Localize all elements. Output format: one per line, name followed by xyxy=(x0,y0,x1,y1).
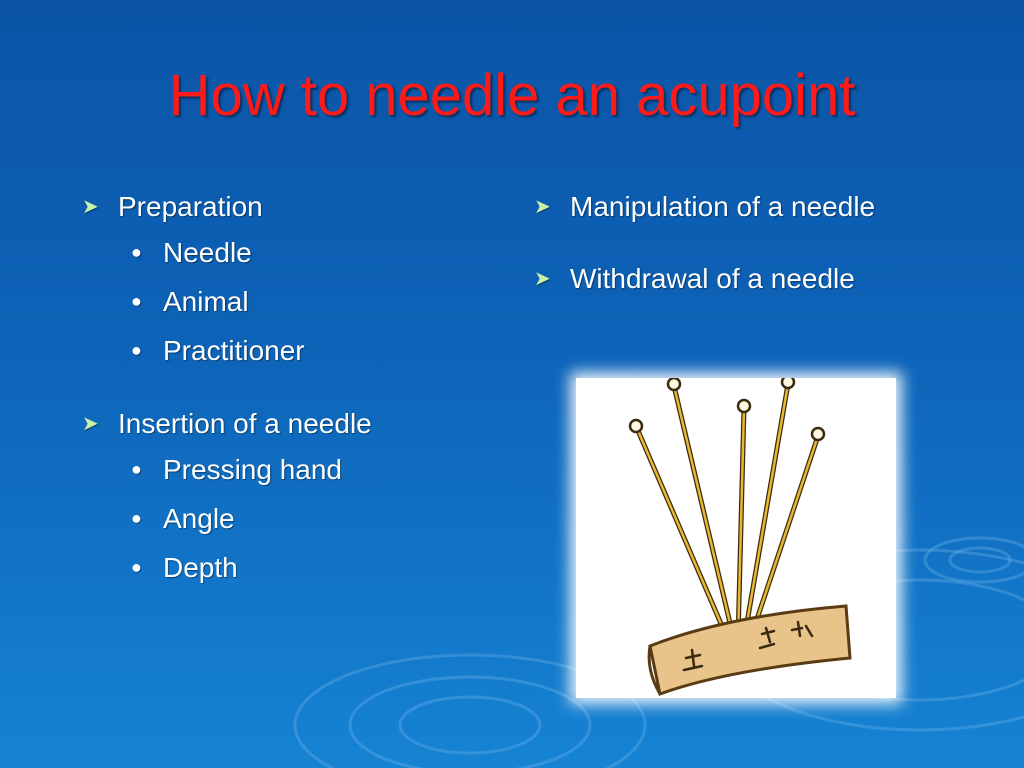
bullet-withdrawal xyxy=(532,258,875,300)
acupuncture-needles-icon xyxy=(576,378,896,698)
sub-bullet-label: Needle xyxy=(163,237,252,268)
sub-bullet-label: Depth xyxy=(163,552,238,583)
sub-bullet-angle xyxy=(80,494,372,543)
bullet-manipulation xyxy=(532,186,875,228)
arrow-bullet-icon: ➤ xyxy=(82,413,99,435)
bullet-insertion xyxy=(80,403,372,445)
sub-bullet-practitioner xyxy=(80,326,372,375)
arrow-bullet-icon: ➤ xyxy=(82,196,99,218)
acupuncture-image xyxy=(576,378,896,698)
sub-bullet-animal xyxy=(80,277,372,326)
left-bullet-list xyxy=(80,186,372,592)
dot-bullet-icon: ● xyxy=(131,459,142,479)
dot-bullet-icon: ● xyxy=(131,557,142,577)
bullet-label: Preparation xyxy=(118,191,263,222)
sub-bullet-label: Animal xyxy=(163,286,249,317)
sub-bullet-label: Practitioner xyxy=(163,335,305,366)
sub-bullet-label: Angle xyxy=(163,503,235,534)
bullet-label: Manipulation of a needle xyxy=(570,191,876,222)
sub-bullet-pressing-hand xyxy=(80,445,372,494)
sub-bullet-needle xyxy=(80,228,372,277)
dot-bullet-icon: ● xyxy=(131,340,142,360)
sub-bullet-depth xyxy=(80,543,372,592)
bullet-preparation xyxy=(80,186,372,228)
bullet-label: Insertion of a needle xyxy=(118,408,372,439)
dot-bullet-icon: ● xyxy=(131,242,142,262)
arrow-bullet-icon: ➤ xyxy=(534,196,551,218)
slide-title: How to needle an acupoint xyxy=(168,63,856,128)
dot-bullet-icon: ● xyxy=(131,291,142,311)
dot-bullet-icon: ● xyxy=(131,508,142,528)
bullet-label: Withdrawal of a needle xyxy=(570,263,855,294)
sub-bullet-label: Pressing hand xyxy=(163,454,343,485)
right-bullet-list xyxy=(532,186,875,300)
arrow-bullet-icon: ➤ xyxy=(534,268,551,290)
